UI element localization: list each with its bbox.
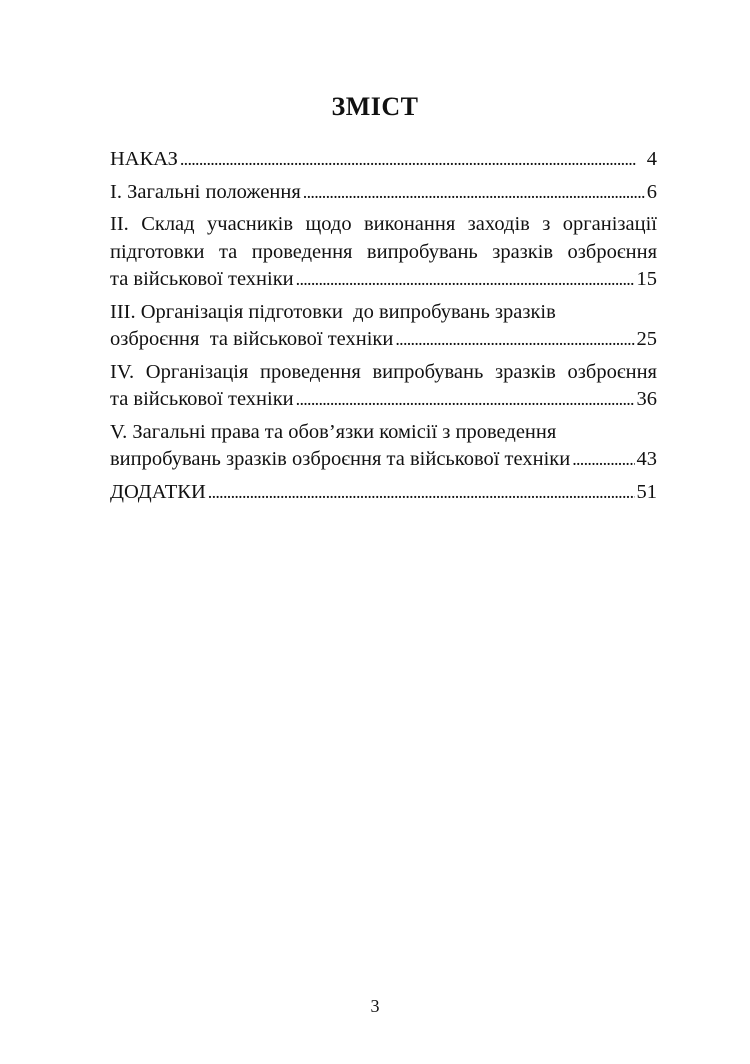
toc-entry-last-line	[110, 326, 657, 354]
dot-leader	[180, 146, 645, 174]
toc-entry-section-3[interactable]	[110, 299, 657, 354]
toc-page-number: 15	[636, 268, 657, 290]
toc-entry-section-4[interactable]	[110, 359, 657, 414]
dot-leader	[303, 179, 645, 207]
toc-entry-text: І. Загальні положення	[110, 180, 301, 203]
toc-page-number: 25	[636, 328, 657, 350]
toc-entry-last-line	[110, 146, 657, 174]
toc-entry-text: ІІІ. Організація підготовки до випробувань зразків	[110, 300, 556, 323]
table-of-contents	[110, 146, 657, 511]
toc-entry-text: озброєння та військової техніки	[110, 328, 394, 350]
toc-entry-last-line	[110, 179, 657, 207]
dot-leader	[572, 446, 634, 474]
toc-entry-order[interactable]	[110, 146, 657, 174]
toc-entry-section-1[interactable]	[110, 179, 657, 207]
toc-entry-text: та військової техніки	[110, 268, 294, 290]
toc-entry-text: підготовки та проведення випробувань зразків озброєння	[110, 240, 657, 263]
dot-leader	[395, 326, 634, 354]
toc-page-number: 36	[636, 388, 657, 410]
toc-entry-text: V. Загальні права та обов’язки комісії з проведення	[110, 420, 557, 443]
page-number: 3	[370, 996, 380, 1016]
toc-entry-text: випробувань зразків озброєння та військової техніки	[110, 448, 571, 470]
toc-entry-last-line	[110, 446, 657, 474]
toc-entry-text: ІІ. Склад учасників щодо виконання заходів з організації	[110, 213, 657, 235]
toc-entry-text: та військової техніки	[110, 388, 294, 410]
toc-entry-last-line	[110, 266, 657, 294]
toc-entry-text: НАКАЗ	[110, 148, 178, 170]
toc-entry-text: ДОДАТКИ	[110, 480, 206, 503]
dot-leader	[296, 266, 635, 294]
toc-entry-section-2[interactable]	[110, 211, 657, 294]
toc-page-number: 4	[646, 148, 657, 170]
dot-leader	[208, 479, 635, 507]
toc-entry-last-line	[110, 479, 657, 507]
toc-page-number: 6	[646, 180, 657, 203]
page-title: ЗМІСТ	[331, 92, 419, 121]
toc-entry-appendices[interactable]	[110, 479, 657, 507]
toc-entry-section-5[interactable]	[110, 419, 657, 474]
dot-leader	[296, 386, 635, 414]
toc-page-number: 43	[636, 448, 657, 470]
toc-entry-last-line	[110, 386, 657, 414]
toc-page-number: 51	[636, 480, 657, 503]
toc-entry-text: IV. Організація проведення випробувань зразків озброєння	[110, 360, 657, 383]
